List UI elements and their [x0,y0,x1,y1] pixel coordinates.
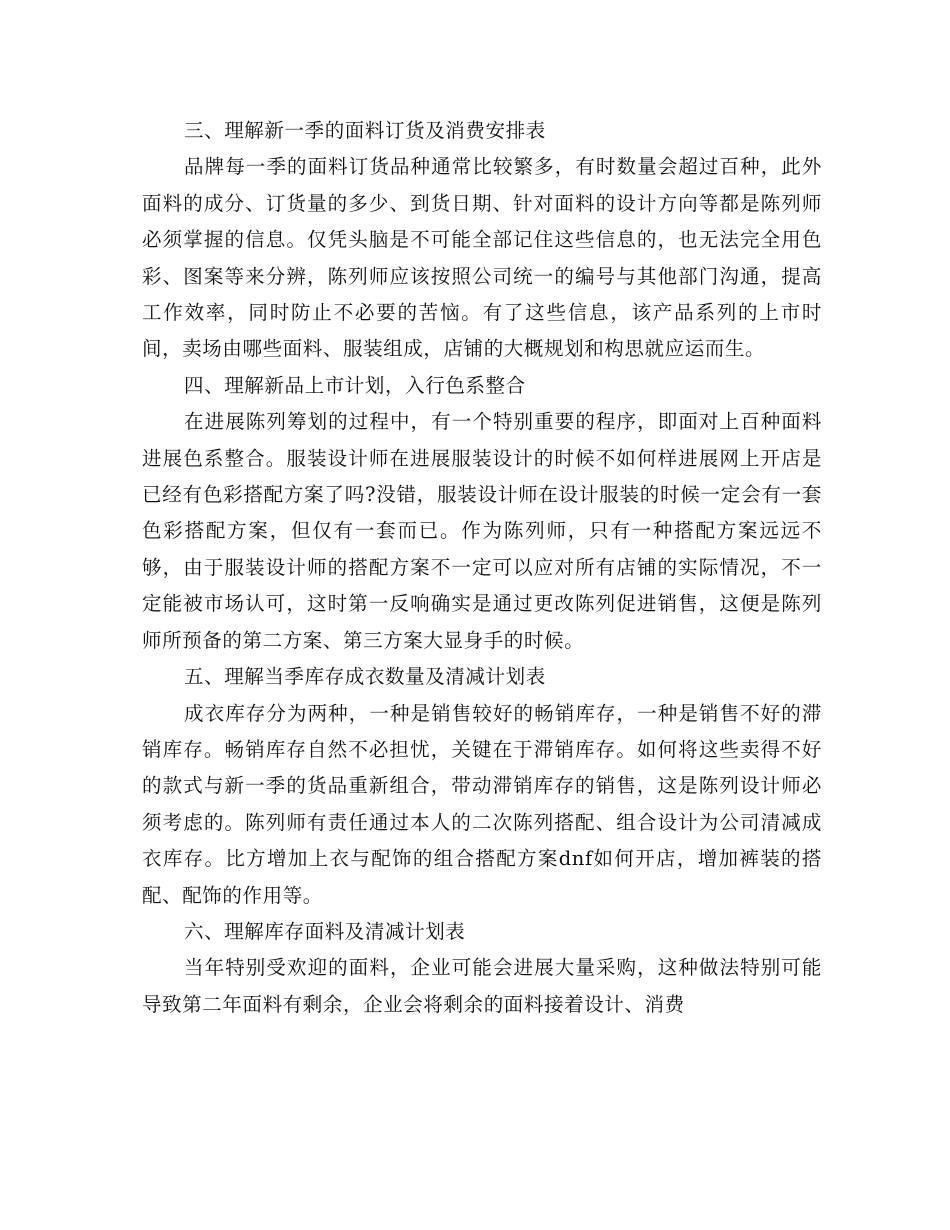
section-paragraph-5: 成衣库存分为两种，一种是销售较好的畅销库存，一种是销售不好的滞销库存。畅销库存自然不必担忧，关键在于滞销库存。如何将这些卖得不好的款式与新一季的货品重新组合，带动滞销库存的销售，这是陈列设计师必须考虑的。陈列师有责任通过本人的二次陈列搭配、组合设计为公司清减成衣库存。比方增加上衣与配饰的组合搭配方案dnf如何开店，增加裤装的搭配、配饰的作用等。 [142,701,822,907]
section-heading-3: 三、理解新一季的面料订货及消费安排表 [184,119,546,142]
section-heading-4: 四、理解新品上市计划，入行色系整合 [184,373,526,397]
section-paragraph-4: 在进展陈列筹划的过程中，有一个特别重要的程序，即面对上百种面料进展色系整合。服装设计师在进展服装设计的时候不如何样进展网上开店是已经有色彩搭配方案了吗?没错，服装设计师在设计服装的时候一定会有一套色彩搭配方案，但仅有一套而已。作为陈列师，只有一种搭配方案远远不够，由于服装设计师的搭配方案不一定可以应对所有店铺的实际情况，不一定能被市场认可，这时第一反响确实是通过更改陈列促进销售，这便是陈列师所预备的第二方案、第三方案大显身手的时候。 [142,410,822,652]
document-body [142,113,822,1023]
section-paragraph-6: 当年特别受欢迎的面料，企业可能会进展大量采购，这种做法特别可能导致第二年面料有剩余，企业会将剩余的面料接着设计、消费 [142,956,822,1016]
section-paragraph-3: 品牌每一季的面料订货品种通常比较繁多，有时数量会超过百种，此外面料的成分、订货量的多少、到货日期、针对面料的设计方向等都是陈列师必须掌握的信息。仅凭头脑是不可能全部记住这些信息的，也无法完全用色彩、图案等来分辨，陈列师应该按照公司统一的编号与其他部门沟通，提高工作效率，同时防止不必要的苦恼。有了这些信息，该产品系列的上市时间，卖场由哪些面料、服装组成，店铺的大概规划和构思就应运而生。 [142,155,822,361]
section-heading-5: 五、理解当季库存成衣数量及清减计划表 [184,665,546,689]
section-heading-6: 六、理解库存面料及清减计划表 [184,919,466,943]
